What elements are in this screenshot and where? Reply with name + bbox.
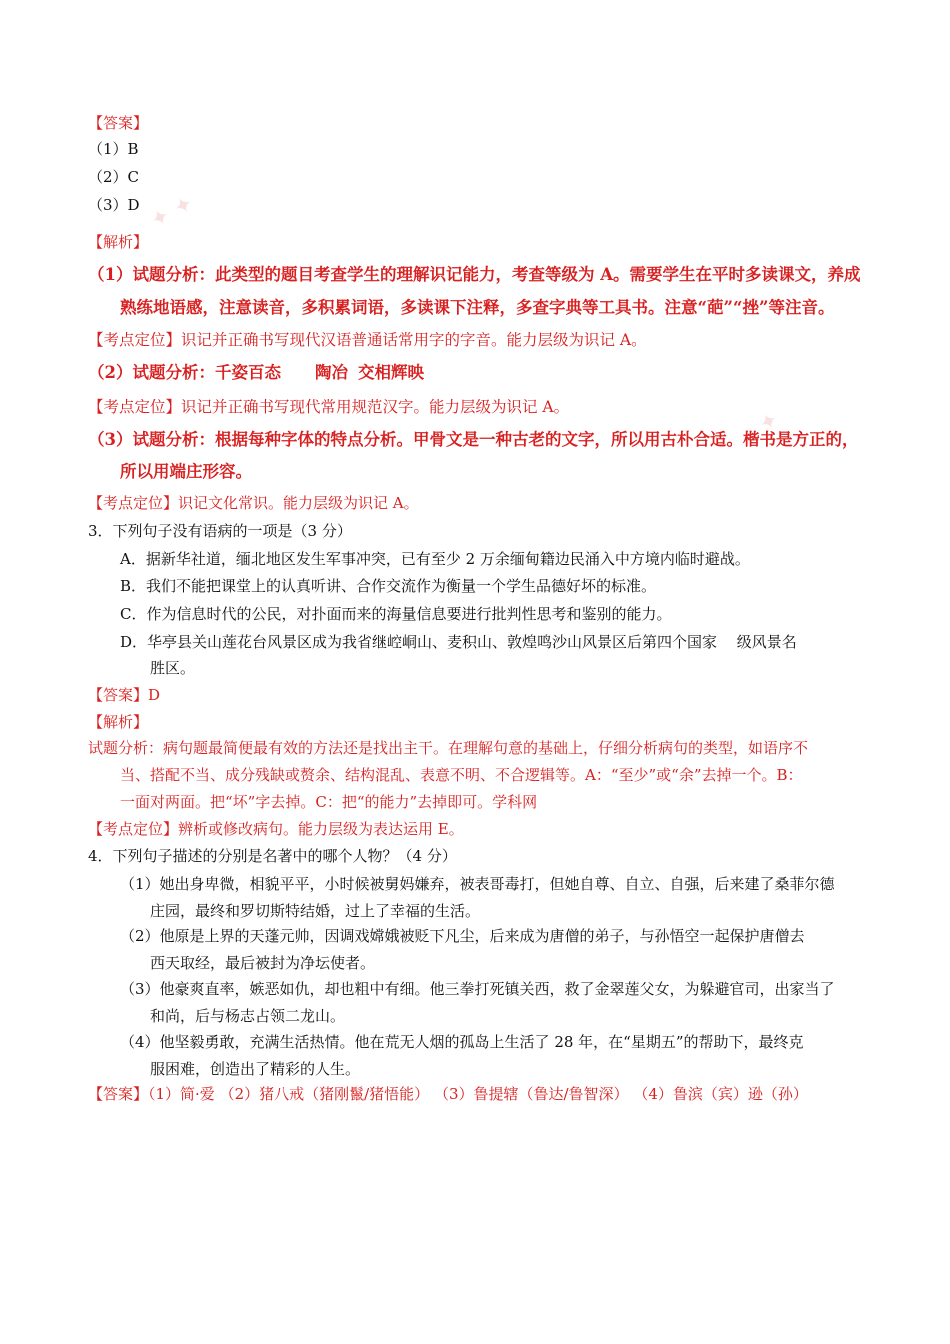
sentence-2-cont: 西天取经，最后被封为净坛使者。 xyxy=(150,954,376,972)
analysis-label: 【解析】 xyxy=(88,713,149,731)
answer-item: （3）D xyxy=(88,196,140,214)
sentence-4-cont: 服困难，创造出了精彩的人生。 xyxy=(150,1060,361,1078)
analysis-text: 当、搭配不当、成分残缺或赘余、结构混乱、表意不明、不合逻辑等。A：“至少”或“余”去掉一个。B： xyxy=(120,766,803,784)
key-point: 【考点定位】识记文化常识。能力层级为识记 A。 xyxy=(88,494,419,512)
sentence-2: （2）他原是上界的天蓬元帅，因调戏嫦娥被贬下凡尘，后来成为唐僧的弟子，与孙悟空一起保护唐僧去 xyxy=(120,927,805,945)
analysis-text: 试题分析：病句题最简便最有效的方法还是找出主干。在理解句意的基础上，仔细分析病句的类型，如语序不 xyxy=(88,739,809,757)
analysis-text: （3）试题分析：根据每种字体的特点分析。甲骨文是一种古老的文字，所以用古朴合适。楷书是方正的， xyxy=(88,430,859,449)
answer-item: （1）B xyxy=(88,140,139,158)
analysis-text: 一面对两面。把“坏”字去掉。C：把“的能力”去掉即可。学科网 xyxy=(120,793,538,811)
option-d-cont: 胜区。 xyxy=(150,659,196,677)
sentence-3: （3）他豪爽直率，嫉恶如仇，却也粗中有细。他三拳打死镇关西，救了金翠莲父女，为躲避官司，出家当了 xyxy=(120,980,835,998)
key-point: 【考点定位】识记并正确书写现代汉语普通话常用字的字音。能力层级为识记 A。 xyxy=(88,331,647,349)
answer-label: 【答案】（1）简·爱 （2）猪八戒（猪刚鬣/猪悟能） （3）鲁提辖（鲁达/鲁智深） （4）鲁滨（宾）逊（孙） xyxy=(88,1085,808,1103)
analysis-label: 【解析】 xyxy=(88,233,149,251)
analysis-lead: （2）试题分析： xyxy=(88,363,215,382)
question-stem: 3．下列句子没有语病的一项是（3 分） xyxy=(88,522,352,540)
watermark: ✦ ✦ xyxy=(146,191,198,234)
option-c: C．作为信息时代的公民，对扑面而来的海量信息要进行批判性思考和鉴别的能力。 xyxy=(120,605,672,623)
answer-label: 【答案】 xyxy=(88,114,149,132)
analysis-text: 熟练地语感，注意读音，多积累词语，多读课下注释，多查字典等工具书。注意“葩”“挫”等注音。 xyxy=(120,298,835,317)
analysis-text: （1）试题分析：此类型的题目考查学生的理解识记能力，考查等级为 A。需要学生在平时多读课文，养成 xyxy=(88,265,861,284)
answer-label: 【答案】D xyxy=(88,686,161,704)
question-stem: 4．下列句子描述的分别是名著中的哪个人物？（4 分） xyxy=(88,847,457,865)
analysis-text: 所以用端庄形容。 xyxy=(120,462,252,481)
option-d: D．华亭县关山莲花台风景区成为我省继崆峒山、麦积山、敦煌鸣沙山风景区后第四个国家 级风景名 xyxy=(120,633,797,651)
key-point: 【考点定位】识记并正确书写现代常用规范汉字。能力层级为识记 A。 xyxy=(88,398,570,416)
option-b: B．我们不能把课堂上的认真听讲、合作交流作为衡量一个学生品德好坏的标准。 xyxy=(120,577,657,595)
sentence-1-cont: 庄园，最终和罗切斯特结婚，过上了幸福的生活。 xyxy=(150,902,481,920)
analysis-text xyxy=(88,361,424,385)
watermark: ✦ xyxy=(755,407,784,438)
option-a: A．据新华社道，缅北地区发生军事冲突，已有至少 2 万余缅甸籍边民涌入中方境内临时避战。 xyxy=(120,550,750,568)
answer-word: 千姿百态 xyxy=(214,363,281,382)
key-point: 【考点定位】辨析或修改病句。能力层级为表达运用 E。 xyxy=(88,820,464,838)
answer-item: （2）C xyxy=(88,168,140,186)
sentence-1: （1）她出身卑微，相貌平平，小时候被舅妈嫌弃，被表哥毒打，但她自尊、自立、自强，后来建了桑菲尔德 xyxy=(120,875,835,893)
sentence-4: （4）他坚毅勇敢，充满生活热情。他在荒无人烟的孤岛上生活了 28 年，在“星期五”的帮助下，最终克 xyxy=(120,1033,804,1051)
answer-word: 交相辉映 xyxy=(357,363,424,382)
answer-word: 陶冶 xyxy=(314,363,348,382)
sentence-3-cont: 和尚，后与杨志占领二龙山。 xyxy=(150,1007,346,1025)
